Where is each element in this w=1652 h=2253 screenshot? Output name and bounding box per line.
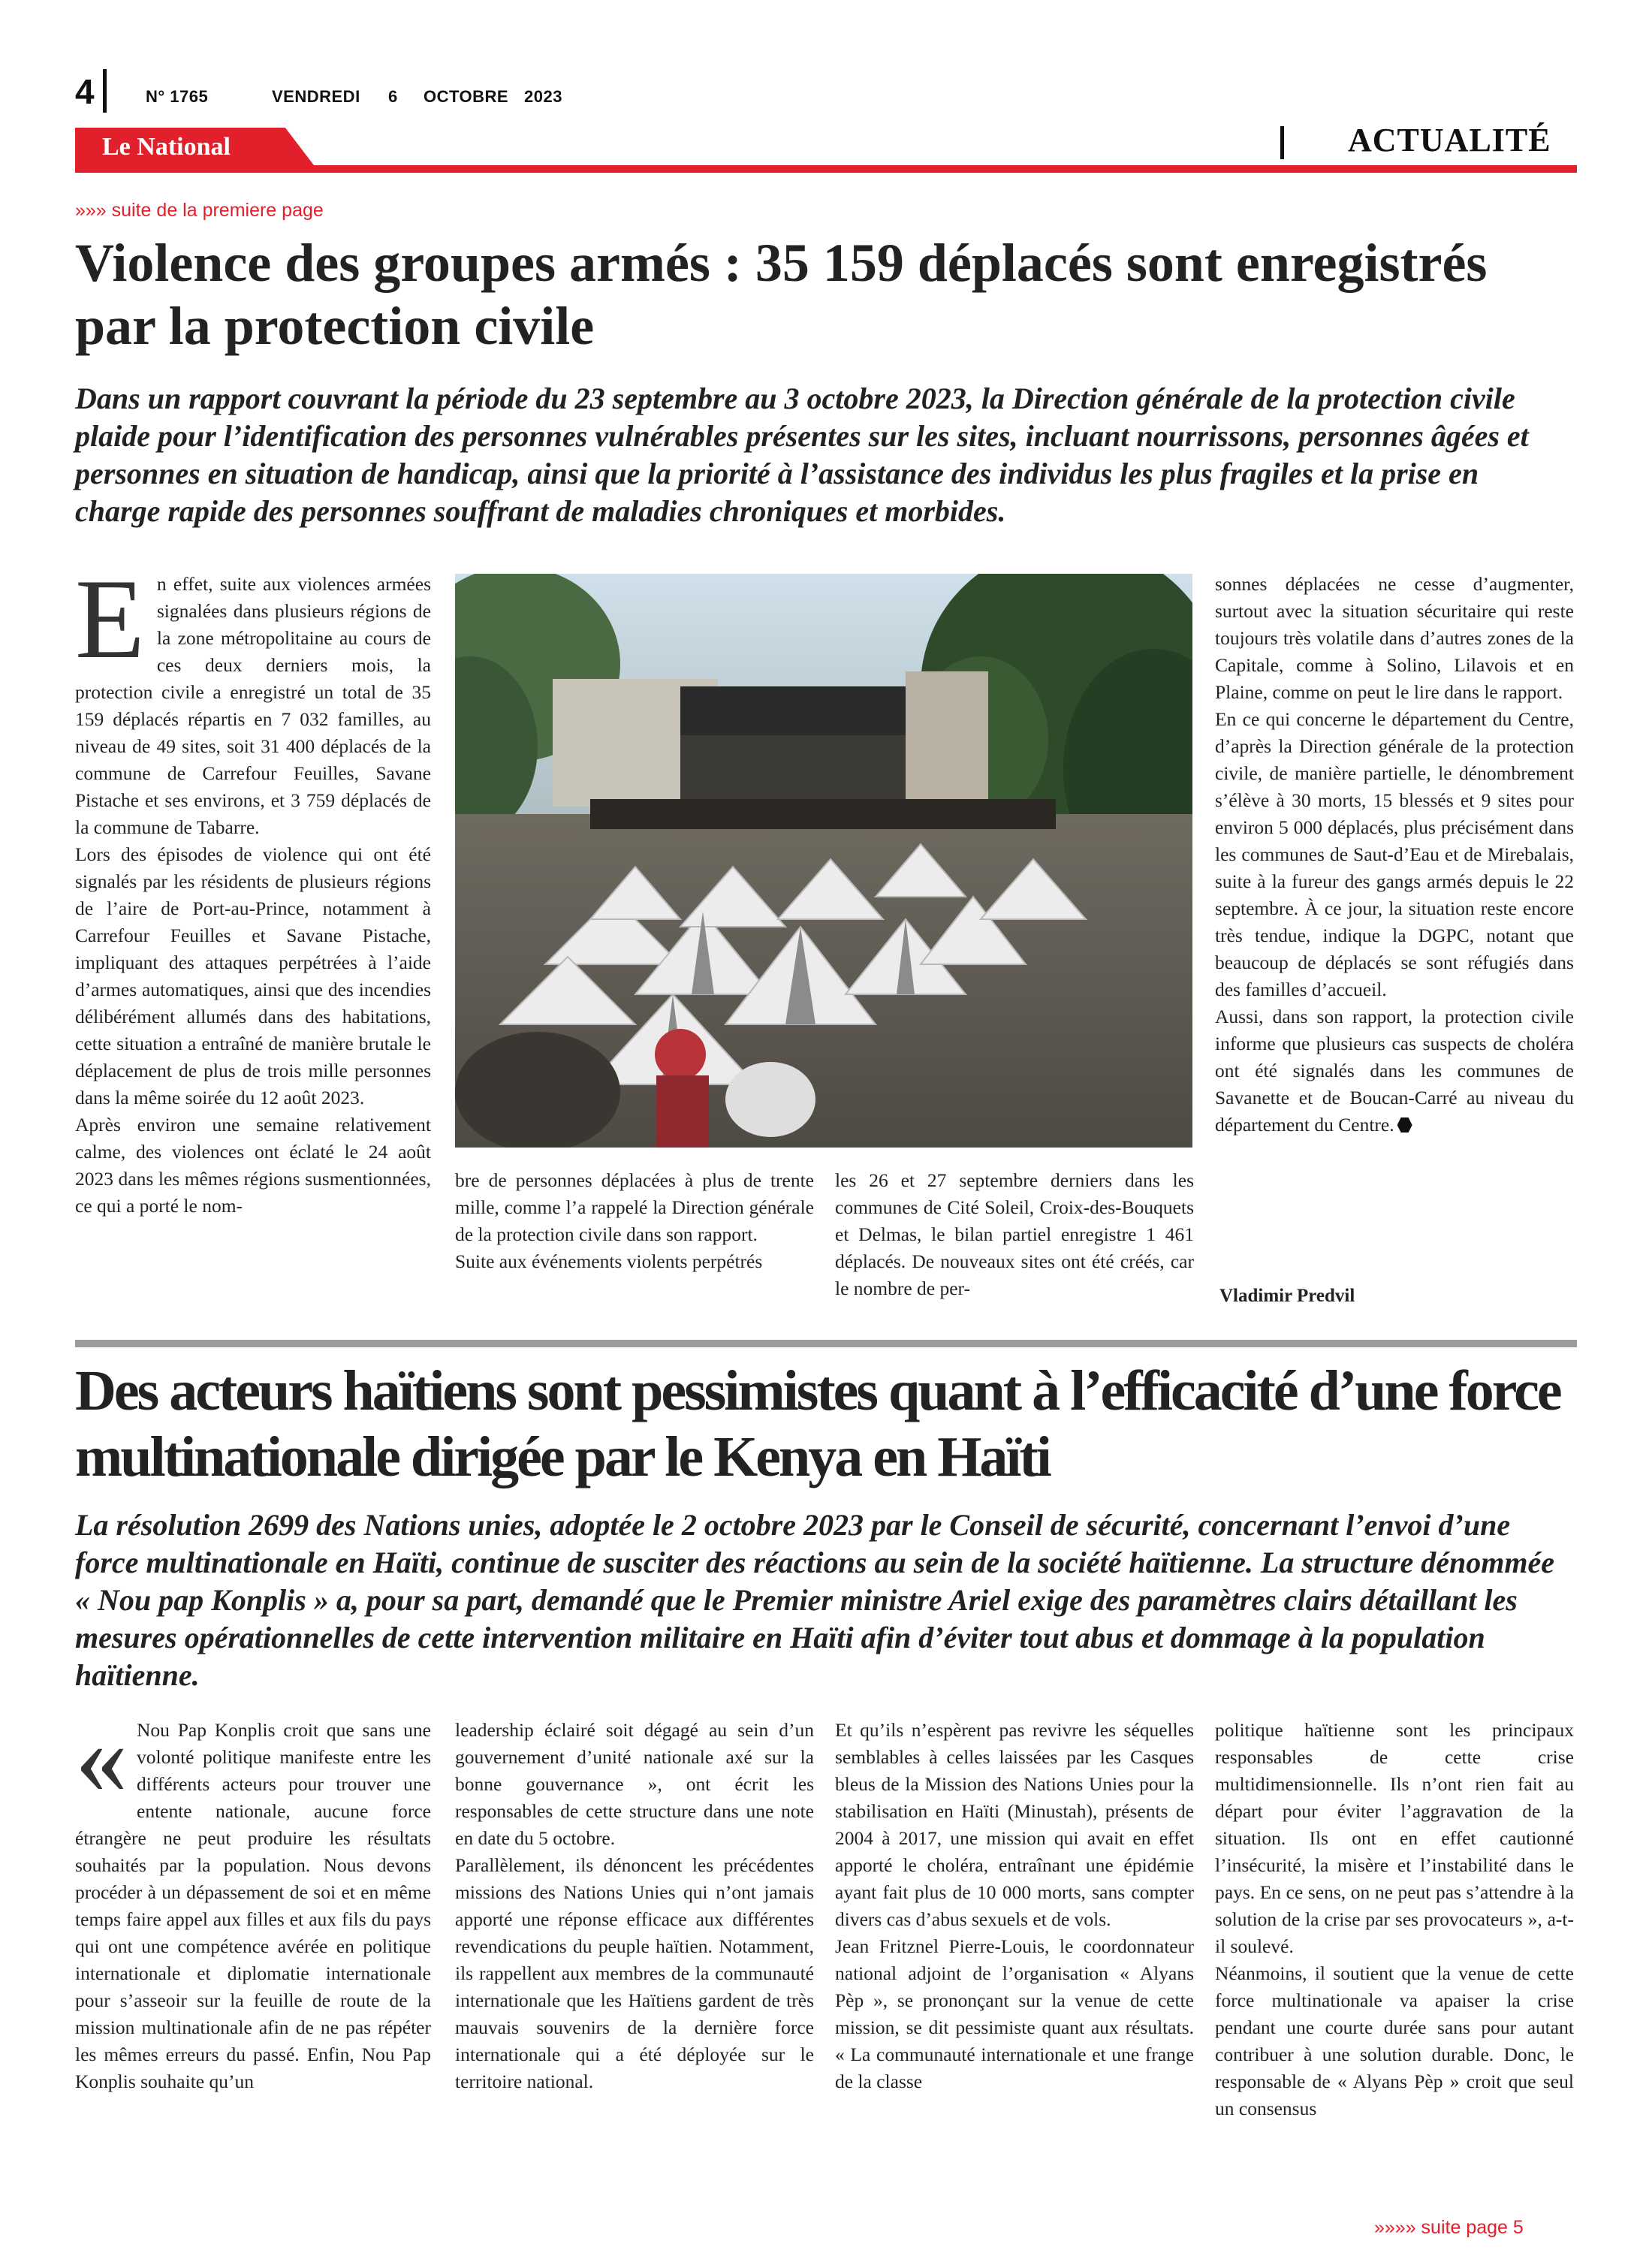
article1-column-2	[455, 1167, 814, 1275]
article1-paragraph: Lors des épisodes de violence qui ont été signalés par les résidents de plusieurs régions de l’aire de Port-au-Prince, notamment à Carrefour Feuilles et Savane Pistache, impliquant des attaques perpétrées à l’aide d’armes automatiques, ainsi que des incendies délibérément allumés dans des habitations, cette situation a entraîné de manière brutale le déplacement de plus de trois mille personnes dans la même soirée du 12 août 2023.	[75, 843, 431, 1108]
article-separator	[75, 1340, 1577, 1347]
article1-paragraph: Suite aux événements violents perpétrés	[455, 1250, 763, 1272]
section-title: ACTUALITÉ	[1348, 122, 1551, 158]
article2-paragraph: leadership éclairé soit dégagé au sein d’un gouvernement d’unité nationale axé sur la bonne gouvernance », ont écrit les responsables de cette structure dans une note en date du 5 octobre.	[455, 1719, 814, 1849]
article2-lead: La résolution 2699 des Nations unies, adoptée le 2 octobre 2023 par le Conseil de sécurité, concernant l’envoi d’une force multinationale en Haïti, continue de susciter des réactions au sein de la société haïtienne. La structure dénommée « Nou pap Konplis » a, pour sa part, demandé que le Premier ministre Ariel exige des paramètres clairs détaillant les mesures opérationnelles de cette intervention militaire en Haïti afin d’éviter tout abus et dommage à la population haïtienne.	[75, 1508, 1554, 1692]
issue-month: OCTOBRE	[424, 87, 509, 106]
displaced-camp-photo	[455, 574, 1192, 1148]
opening-quote-mark: «	[75, 1700, 128, 1816]
header-rule	[75, 165, 1577, 173]
article1-paragraph: n effet, suite aux violences armées signalées dans plusieurs régions de la zone métropolitaine au cours de ces deux derniers mois, la protection civile a enregistré un total de 35 159 déplacés répartis en 7 032 familles, au niveau de 49 sites, soit 31 400 déplacés de la commune de Carrefour Feuilles, Savane Pistache et ses environs, et 3 759 déplacés de la commune de Tabarre.	[75, 573, 431, 838]
article1-author: Vladimir Predvil	[1219, 1286, 1355, 1306]
article1-paragraph: Aussi, dans son rapport, la protection civile informe que plusieurs cas suspects de choléra ont été signalés dans les communes de Savanette et de Boucan-Carré au niveau du département du Centre.	[1215, 1006, 1574, 1136]
article2-column-3	[835, 1717, 1194, 2095]
article2-paragraph: Parallèlement, ils dénoncent les précédentes missions des Nations Unies qui n’ont jamais apporté une réponse efficace aux différentes revendications du peuple haïtien. Notamment, ils rappellent aux membres de la communauté internationale que les Haïtiens gardent de très mauvais souvenirs de la dernière force internationale qui a été déployée sur le territoire national.	[455, 1854, 814, 2092]
article1-paragraph: Après environ une semaine relativement calme, des violences ont éclaté le 24 août 2023 dans les mêmes régions susmentionnées, ce qui a porté le nom-	[75, 1114, 431, 1217]
issue-number: N° 1765	[146, 87, 209, 106]
article2-column-2	[455, 1717, 814, 2095]
article2-paragraph: politique haïtienne sont les principaux responsables de cette crise multidimensionnelle. Ils n’ont rien fait au départ pour éviter l’aggravation de la situation. Ils ont en effet cautionné l’insécurité, la misère et l’instabilité dans le pays. En ce sens, on ne peut pas s’attendre à la solution de la crise par ses provocateurs », a-t-il soulevé.	[1215, 1719, 1574, 1957]
page-number: 4	[75, 72, 95, 111]
article1-paragraph: sonnes déplacées ne cesse d’augmenter, surtout avec la situation sécuritaire qui reste toujours très volatile dans d’autres zones de la Capitale, comme à Solino, Lilavois et en Plaine, comme on peut le lire dans le rapport.	[1215, 573, 1574, 703]
issue-day: 6	[388, 87, 398, 106]
continued-on-link[interactable]: »»»» suite page 5	[1374, 2217, 1524, 2238]
article1-lead: Dans un rapport couvrant la période du 23 septembre au 3 octobre 2023, la Direction générale de la protection civile plaide pour l’identification des personnes vulnérables présentes sur les sites, incluant nourrissons, personnes âgées et personnes en situation de handicap, ainsi que la priorité à l’assistance des individus les plus fragiles et la prise en charge rapide des personnes souffrant de maladies chroniques et morbides.	[75, 382, 1529, 528]
article1-column-4	[1215, 571, 1574, 1139]
article2-paragraph: Jean Fritznel Pierre-Louis, le coordonnateur national adjoint de l’organisation « Alyans Pèp », se prononçant sur la venue de cette mission, se dit pessimiste quant aux résultats. « La communauté internationale et une frange de la classe	[835, 1935, 1194, 2092]
article1-paragraph: En ce qui concerne le département du Centre, d’après la Direction générale de la protection civile, de manière partielle, le dénombrement s’élève à 30 morts, 15 blessés et 9 sites pour environ 5 000 déplacés, plus précisément dans les communes de Saut-d’Eau et de Mirebalais, suite à la fureur des gangs armés depuis le 22 septembre. À ce jour, la situation reste encore très tendue, indique la DGPC, notant que beaucoup de déplacés se sont réfugiés dans des familles d’accueil.	[1215, 708, 1574, 1000]
article1-column-1	[75, 556, 431, 1220]
continued-from-link[interactable]: »»» suite de la premiere page	[75, 200, 324, 221]
article1-headline: Violence des groupes armés : 35 159 déplacés sont enregistrés par la protection civile	[75, 233, 1488, 356]
end-of-article-icon	[1397, 1117, 1412, 1133]
article1-paragraph: les 26 et 27 septembre derniers dans les communes de Cité Soleil, Croix-des-Bouquets et Delmas, le bilan partiel enregistre 1 461 déplacés. De nouveaux sites ont été créés, car le nombre de per-	[835, 1169, 1194, 1299]
drop-cap: E	[75, 556, 145, 682]
article2-column-4	[1215, 1717, 1574, 2122]
article2-headline: Des acteurs haïtiens sont pessimistes quant à l’efficacité d’une force multinationale dirigée par le Kenya en Haïti	[75, 1359, 1560, 1488]
article2-paragraph: Néanmoins, il soutient que la venue de cette force multinationale va apaiser la crise pendant une courte durée sans pour autant contribuer à une solution durable. Donc, le responsable de « Alyans Pèp » croit que seul un consensus	[1215, 1962, 1574, 2119]
section-divider	[1280, 126, 1284, 159]
issue-year: 2023	[524, 87, 562, 106]
issue-weekday: VENDREDI	[272, 87, 360, 106]
article1-column-3	[835, 1167, 1194, 1302]
article1-paragraph: bre de personnes déplacées à plus de trente mille, comme l’a rappelé la Direction générale de la protection civile dans son rapport.	[455, 1169, 814, 1245]
article-photo	[455, 574, 1192, 1148]
brand-logo: Le National	[102, 133, 231, 161]
article2-paragraph: Et qu’ils n’espèrent pas revivre les séquelles semblables à celles laissées par les Casques bleus de la Mission des Nations Unies pour la stabilisation en Haïti (Minustah), présents de 2004 à 2017, une mission qui avait en effet apporté le choléra, entraînant une épidémie ayant fait plus de 10 000 morts, sans compter divers cas d’abus sexuels et de vols.	[835, 1719, 1194, 1930]
article2-column-1	[75, 1700, 431, 2095]
article2-paragraph: Nou Pap Konplis croit que sans une volonté politique manifeste entre les différents acteurs pour trouver une entente nationale, aucune force étrangère ne peut produire les résultats souhaités par la population. Nous devons procéder à un dépassement de soi et en même temps faire appel aux filles et aux fils du pays qui ont une compétence avérée en politique internationale et diplomatie internationale pour s’asseoir sur la feuille de route de la mission multinationale afin de ne pas répéter les mêmes erreurs du passé. Enfin, Nou Pap Konplis souhaite qu’un	[75, 1719, 431, 2092]
page-number-divider	[103, 69, 107, 113]
